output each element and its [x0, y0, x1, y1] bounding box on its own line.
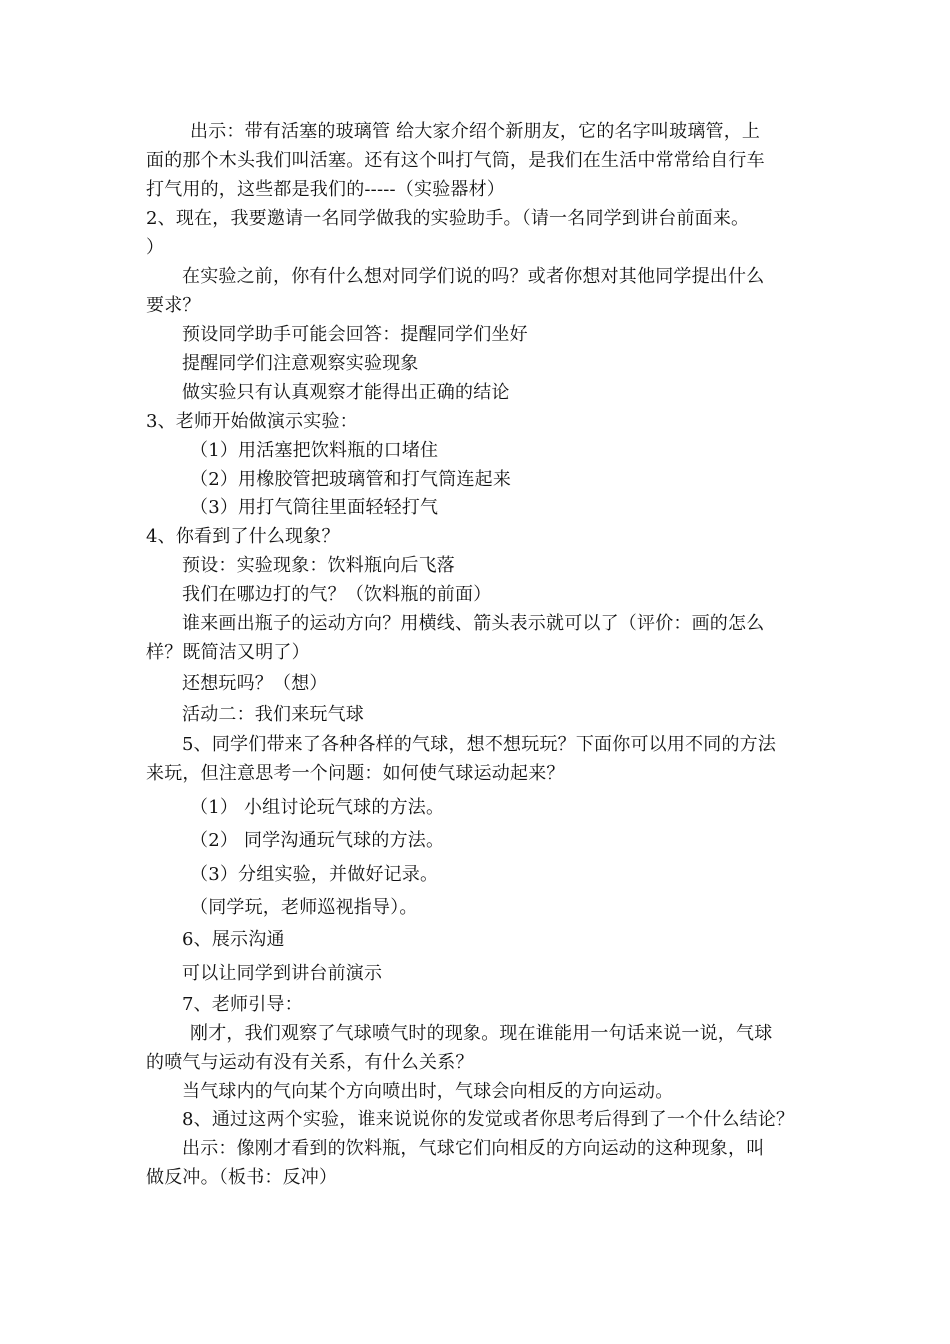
text-line: （3）用打气筒往里面轻轻打气	[190, 497, 439, 518]
text-line: （2） 同学沟通玩气球的方法。	[190, 830, 445, 851]
text-line: 样？既简洁又明了）	[146, 642, 310, 663]
text-line: 我们在哪边打的气？（饮料瓶的前面）	[182, 584, 492, 605]
text-line: 2、现在，我要邀请一名同学做我的实验助手。（请一名同学到讲台前面来。	[146, 208, 750, 229]
text-line: 做反冲。（板书：反冲）	[146, 1167, 338, 1188]
text-line: 当气球内的气向某个方向喷出时，气球会向相反的方向运动。	[182, 1081, 674, 1102]
text-line: （3）分组实验，并做好记录。	[190, 864, 439, 885]
text-line: 预设同学助手可能会回答：提醒同学们坐好	[182, 324, 528, 345]
text-line: ）	[146, 237, 165, 258]
text-line: 3、老师开始做演示实验：	[146, 411, 358, 432]
text-line: 8、通过这两个实验，谁来说说你的发觉或者你思考后得到了一个什么结论？	[182, 1109, 795, 1130]
text-line: 出示：带有活塞的玻璃管 给大家介绍个新朋友，它的名字叫玻璃管，上	[190, 121, 761, 142]
text-line: 在实验之前，你有什么想对同学们说的吗？或者你想对其他同学提出什么	[182, 266, 765, 287]
text-line: 还想玩吗？（想）	[182, 673, 328, 694]
text-line: 预设：实验现象：饮料瓶向后飞落	[182, 555, 455, 576]
text-line: 打气用的，这些都是我们的-----（实验器材）	[146, 179, 506, 200]
text-line: 5、同学们带来了各种各样的气球，想不想玩玩？下面你可以用不同的方法	[182, 734, 777, 755]
text-line: 要求？	[146, 295, 201, 316]
text-line: 7、老师引导：	[182, 994, 303, 1015]
text-line: 活动二：我们来玩气球	[182, 704, 364, 725]
text-line: 4、你看到了什么现象？	[146, 526, 340, 547]
text-line: 出示：像刚才看到的饮料瓶，气球它们向相反的方向运动的这种现象，叫	[182, 1138, 765, 1159]
text-line: 面的那个木头我们叫活塞。还有这个叫打气筒，是我们在生活中常常给自行车	[146, 150, 765, 171]
text-line: （1）用活塞把饮料瓶的口堵住	[190, 440, 439, 461]
text-line: （同学玩，老师巡视指导）。	[190, 897, 418, 918]
text-line: 做实验只有认真观察才能得出正确的结论	[182, 382, 510, 403]
text-line: （2）用橡胶管把玻璃管和打气筒连起来	[190, 469, 512, 490]
text-line: 可以让同学到讲台前演示	[182, 963, 383, 984]
text-line: 来玩，但注意思考一个问题：如何使气球运动起来？	[146, 763, 565, 784]
text-line: 谁来画出瓶子的运动方向？用横线、箭头表示就可以了（评价：画的怎么	[182, 613, 765, 634]
text-line: 6、展示沟通	[182, 929, 285, 950]
text-line: 提醒同学们注意观察实验现象	[182, 353, 419, 374]
text-line: 的喷气与运动有没有关系，有什么关系？	[146, 1052, 474, 1073]
text-line: （1） 小组讨论玩气球的方法。	[190, 797, 445, 818]
text-line: 刚才，我们观察了气球喷气时的现象。现在谁能用一句话来说一说，气球	[190, 1023, 773, 1044]
